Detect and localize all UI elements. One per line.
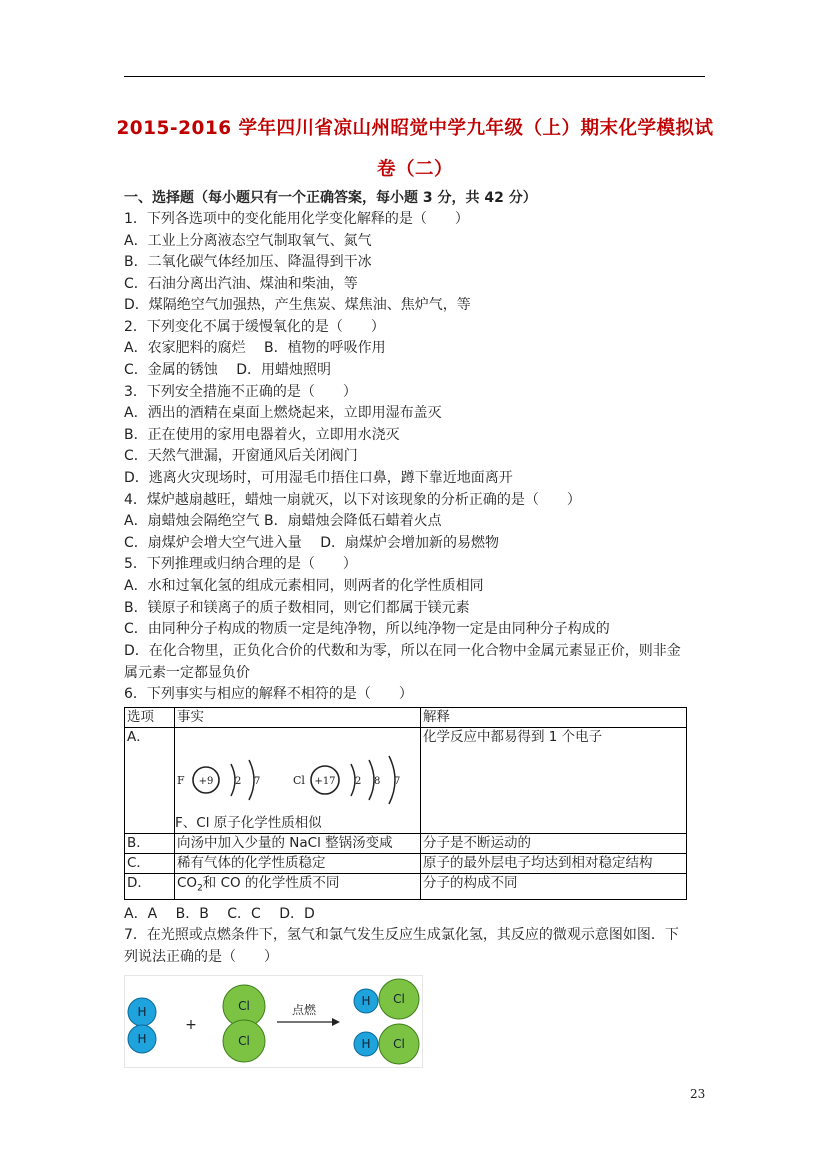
q6-table xyxy=(124,707,687,900)
h-atom-2-label: H xyxy=(137,1032,147,1046)
hcl-1-cl-label: Cl xyxy=(393,992,405,1006)
f-symbol: F xyxy=(177,774,185,787)
f-shell-2-count: 7 xyxy=(254,776,261,787)
reaction-condition: 点燃 xyxy=(291,1003,317,1017)
q7-stem: 7．在光照或点燃条件下，氢气和氯气发生反应生成氯化氢，其反应的微观示意图如图．下 xyxy=(124,927,679,943)
q1-option-d: D．煤隔绝空气加强热，产生焦炭、煤焦油、焦炉气，等 xyxy=(124,297,471,313)
plus-sign: + xyxy=(185,1017,197,1033)
table-row xyxy=(125,834,687,854)
table-row xyxy=(125,728,687,834)
atom-structure-cell xyxy=(175,728,421,834)
cl-nucleus-charge: +17 xyxy=(314,776,336,787)
fact-cell: 向汤中加入少量的 NaCl 整锅汤变咸 xyxy=(175,834,421,854)
q1-stem: 1．下列各选项中的变化能用化学变化解释的是（ ） xyxy=(124,211,469,227)
cl-symbol: Cl xyxy=(293,774,305,787)
q2-stem: 2．下列变化不属于缓慢氧化的是（ ） xyxy=(124,319,385,335)
diagram-border xyxy=(125,976,423,1068)
fact-prefix: CO xyxy=(177,875,198,891)
atom-structure-diagram xyxy=(175,754,415,812)
q6-stem: 6．下列事实与相应的解释不相符的是（ ） xyxy=(124,686,413,702)
option-cell: C． xyxy=(125,854,175,874)
q5-option-a: A．水和过氧化氢的组成元素相同，则两者的化学性质相同 xyxy=(124,578,484,594)
q5-option-d-continued: 属元素一定都显负价 xyxy=(124,665,250,681)
q1-option-b: B．二氧化碳气体经加压、降温得到干冰 xyxy=(124,254,372,270)
q5-option-d: D．在化合物里，正负化合价的代数和为零，所以在同一化合物中金属元素显正价，则非金 xyxy=(124,643,681,659)
q6-answer-options: A．A B．B C．C D．D xyxy=(124,906,315,922)
q4-stem: 4．煤炉越扇越旺，蜡烛一扇就灭，以下对该现象的分析正确的是（ ） xyxy=(124,492,581,508)
q1-option-c: C．石油分离出汽油、煤油和柴油，等 xyxy=(124,276,358,292)
fact-caption: F、Cl 原子化学性质相似 xyxy=(175,815,322,831)
q3-option-c: C．天然气泄漏，开窗通风后关闭阀门 xyxy=(124,448,358,464)
q2-options-ab: A．农家肥料的腐烂 B．植物的呼吸作用 xyxy=(124,340,386,356)
section-heading: 一、选择题（每小题只有一个正确答案，每小题 3 分，共 42 分） xyxy=(124,190,537,206)
q5-option-c: C．由同种分子构成的物质一定是纯净物，所以纯净物一定是由同种分子构成的 xyxy=(124,621,610,637)
cl-atom-1-label: Cl xyxy=(238,999,250,1013)
explanation-cell: 化学反应中都易得到 1 个电子 xyxy=(421,728,687,834)
f-nucleus-charge: +9 xyxy=(198,776,214,787)
q1-option-a: A．工业上分离液态空气制取氧气、氮气 xyxy=(124,233,372,249)
cl-atom-2-label: Cl xyxy=(238,1034,250,1048)
table-row xyxy=(125,874,687,900)
exam-title-line2: 卷（二） xyxy=(376,159,453,180)
hcl-2-cl-label: Cl xyxy=(393,1037,405,1051)
q4-options-cd: C．扇煤炉会增大空气进入量 D．扇煤炉会增加新的易燃物 xyxy=(124,535,500,551)
q3-option-a: A．洒出的酒精在桌面上燃烧起来，立即用湿布盖灭 xyxy=(124,405,442,421)
cl-shell-1-count: 2 xyxy=(355,776,362,787)
q7-stem-continued: 列说法正确的是（ ） xyxy=(124,949,278,965)
f-shell-1-count: 2 xyxy=(235,776,242,787)
cl-shell-3-count: 7 xyxy=(394,776,401,787)
page-number: 23 xyxy=(690,1087,706,1101)
cl-shell-2-count: 8 xyxy=(374,776,381,787)
table-header: 选项 xyxy=(125,708,175,728)
table-header-row xyxy=(125,708,687,728)
explanation-cell: 分子是不断运动的 xyxy=(421,834,687,854)
exam-title-line1: 2015-2016 学年四川省凉山州昭觉中学九年级（上）期末化学模拟试 xyxy=(116,118,714,139)
q5-stem: 5．下列推理或归纳合理的是（ ） xyxy=(124,556,357,572)
explanation-cell: 原子的最外层电子均达到相对稳定结构 xyxy=(421,854,687,874)
h-atom-1-label: H xyxy=(137,1005,147,1019)
explanation-cell: 分子的构成不同 xyxy=(421,874,687,900)
q5-option-b: B．镁原子和镁离子的质子数相同，则它们都属于镁元素 xyxy=(124,600,470,616)
q2-options-cd: C．金属的锈蚀 D．用蜡烛照明 xyxy=(124,362,332,378)
q4-options-ab: A．扇蜡烛会隔绝空气 B．扇蜡烛会降低石蜡着火点 xyxy=(124,513,442,529)
fact-suffix: 和 CO 的化学性质不同 xyxy=(202,875,340,891)
q3-option-d: D．逃离火灾现场时，可用湿毛巾捂住口鼻，蹲下靠近地面离开 xyxy=(124,470,513,486)
table-header: 解释 xyxy=(421,708,687,728)
hcl-2-h-label: H xyxy=(361,1037,371,1051)
fact-subscript: 2 xyxy=(197,883,203,894)
option-cell: A． xyxy=(125,728,175,834)
hcl-1-h-label: H xyxy=(361,994,371,1008)
q3-stem: 3．下列安全措施不正确的是（ ） xyxy=(124,384,357,400)
header-rule xyxy=(124,76,705,77)
reaction-diagram xyxy=(124,975,424,1069)
option-cell: D． xyxy=(125,874,175,900)
fact-cell xyxy=(175,874,421,900)
option-cell: B． xyxy=(125,834,175,854)
table-row xyxy=(125,854,687,874)
table-header: 事实 xyxy=(175,708,421,728)
fact-cell: 稀有气体的化学性质稳定 xyxy=(175,854,421,874)
q3-option-b: B．正在使用的家用电器着火，立即用水浇灭 xyxy=(124,427,400,443)
